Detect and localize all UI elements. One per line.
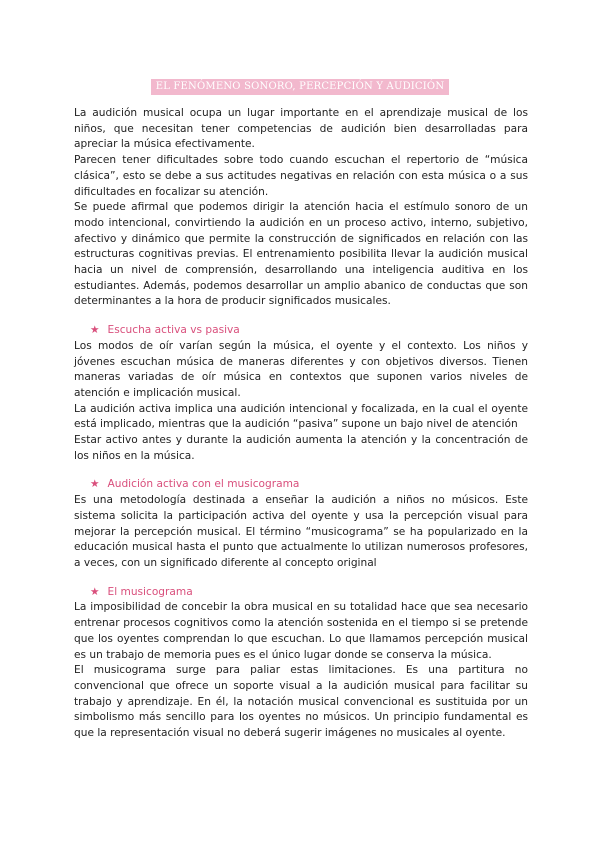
star-icon: ★ xyxy=(90,478,100,491)
section-heading-label: El musicograma xyxy=(107,585,193,598)
section-paragraph: El musicograma surge para paliar estas limitaciones. Es una partitura no convencional que ofrece un soporte visual a la audición musical para facilitar su trabajo y aprendizaje. En él, la notación musical convencional es sustituida por un simbolismo más sencillo para los oyentes no músicos. Un principio fundamental es que la representación visual no deberá sugerir imágenes no musicales al oyente. xyxy=(74,664,528,740)
section-paragraph: Los modos de oír varían según la música, el oyente y el contexto. Los niños y jóvenes escuchan música de maneras diferentes y con objetivos diversos. Tienen maneras variadas de oír música en contextos que suponen varios niveles de atención e implicación musical. xyxy=(74,339,528,399)
star-icon: ★ xyxy=(90,324,100,337)
title-wrap xyxy=(0,74,600,95)
star-icon: ★ xyxy=(90,585,100,598)
section-heading-label: Audición activa con el musicograma xyxy=(107,478,300,491)
page-title: EL FENÓMENO SONORO, PERCEPCIÓN Y AUDICIÓN xyxy=(151,79,450,95)
intro-paragraph: La audición musical ocupa un lugar importante en el aprendizaje musical de los niños, que necesitan tener competencias de audición bien desarrolladas para apreciar la música efectivamente. xyxy=(74,107,528,151)
section-heading-label: Escucha activa vs pasiva xyxy=(107,324,240,337)
section-paragraph: Estar activo antes y durante la audición aumenta la atención y la concentración de los niños en la música. xyxy=(74,434,528,462)
section-heading-audicion-activa xyxy=(74,477,528,493)
intro-paragraph: Parecen tener dificultades sobre todo cuando escuchan el repertorio de “música clásica”, esto se debe a sus actitudes negativas en relación con esta música o a sus dificultades en focalizar su atención. xyxy=(74,154,528,198)
document-body xyxy=(74,106,528,742)
section-heading-musicograma xyxy=(74,585,528,601)
section-paragraph: La imposibilidad de concebir la obra musical en su totalidad hace que sea necesario entrenar procesos cognitivos como la atención sostenida en el tiempo si se pretende que los oyentes comprendan lo que escuchan. Lo que llamamos percepción musical es un trabajo de memoria pues es el único lugar donde se conserva la música. xyxy=(74,601,528,661)
section-paragraph: La audición activa implica una audición intencional y focalizada, en la cual el oyente está implicado, mientras que la audición “pasiva” supone un bajo nivel de atención xyxy=(74,402,528,431)
section-paragraph: Es una metodología destinada a enseñar la audición a niños no músicos. Este sistema solicita la participación activa del oyente y usa la percepción visual para mejorar la percepción musical. El término “musicograma” se ha popularizado en la educación musical hasta el punto que actualmente lo utilizan numerosos profesores, a veces, con un significado diferente al concepto original xyxy=(74,494,528,569)
section-heading-escucha xyxy=(74,323,528,339)
intro-paragraph: Se puede afirmal que podemos dirigir la atención hacia el estímulo sonoro de un modo intencional, convirtiendo la audición en un proceso activo, interno, subjetivo, afectivo y dinámico que permite la construcción de significados en relación con las estructuras cognitivas previas. El entrenamiento posibilita llevar la audición musical hacia un nivel de comprensión, desarrollando una inteligencia auditiva en los estudiantes. Además, podemos desarrollar un amplio abanico de conductas que son determinantes a la hora de producir significados musicales. xyxy=(74,201,528,308)
